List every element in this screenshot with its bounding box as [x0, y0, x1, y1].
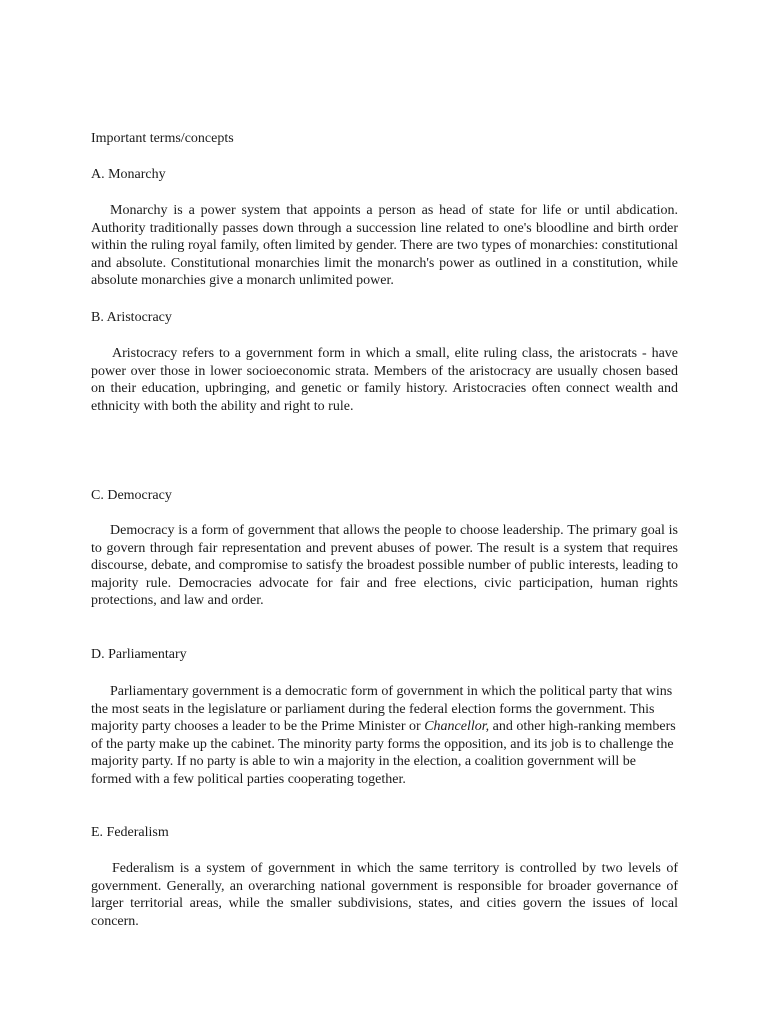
- aristocracy-paragraph: Aristocracy refers to a government form in which a small, elite ruling class, the aristocrats - have power over those in lower socioeconomic strata. Members of the aristocracy are usually chosen based on their education, upbringing, and genetic or family history. Aristocracies often connect wealth and ethnicity with both the ability and right to rule.: [91, 346, 678, 414]
- federalism-paragraph: Federalism is a system of government in which the same territory is controlled by two levels of government. Generally, an overarching national government is responsible for broader governance of larger territorial areas, while the smaller subdivisions, states, and cities govern the issues of local concern.: [91, 861, 678, 929]
- democracy-paragraph: Democracy is a form of government that allows the people to choose leadership. The primary goal is to govern through fair representation and prevent abuses of power. The result is a system that requires discourse, debate, and compromise to satisfy the broadest possible number of public interests, leading to majority rule. Democracies advocate for fair and free elections, civic participation, human rights protections, and law and order.: [91, 523, 678, 609]
- parliamentary-paragraph: [91, 683, 678, 789]
- section-heading-federalism: E. Federalism: [91, 825, 169, 840]
- section-heading-democracy: C. Democracy: [91, 488, 172, 503]
- section-body-democracy: [91, 522, 678, 610]
- section-body-parliamentary: [91, 683, 678, 789]
- parliamentary-text-italic: Chancellor,: [424, 719, 490, 735]
- parliamentary-text-part1: Parliamentary government is a democratic form of government in which the political party that wins the most seats in the legislature or parliament during the federal election forms the government. This majority party chooses a leader to be the Prime Minister or: [91, 684, 673, 735]
- section-body-aristocracy: [91, 345, 678, 415]
- section-heading-monarchy: A. Monarchy: [91, 167, 166, 182]
- monarchy-paragraph: Monarchy is a power system that appoints a person as head of state for life or until abdication. Authority traditionally passes down through a succession line related to one's bloodline and birth order within the ruling royal family, often limited by gender. There are two types of monarchies: constitutional and absolute. Constitutional monarchies limit the monarch's power as outlined in a constitution, while absolute monarchies give a monarch unlimited power.: [91, 203, 678, 289]
- parliamentary-text-part2: and other high-ranking members of the party make up the cabinet. The minority party forms the opposition, and its job is to challenge the majority party. If no party is able to win a majority in the election, a coalition government will be formed with a few political parties cooperating together.: [91, 719, 676, 787]
- section-body-federalism: [91, 860, 678, 930]
- section-heading-aristocracy: B. Aristocracy: [91, 310, 172, 325]
- document-title: Important terms/concepts: [91, 131, 234, 146]
- section-body-monarchy: [91, 202, 678, 290]
- section-heading-parliamentary: D. Parliamentary: [91, 647, 187, 662]
